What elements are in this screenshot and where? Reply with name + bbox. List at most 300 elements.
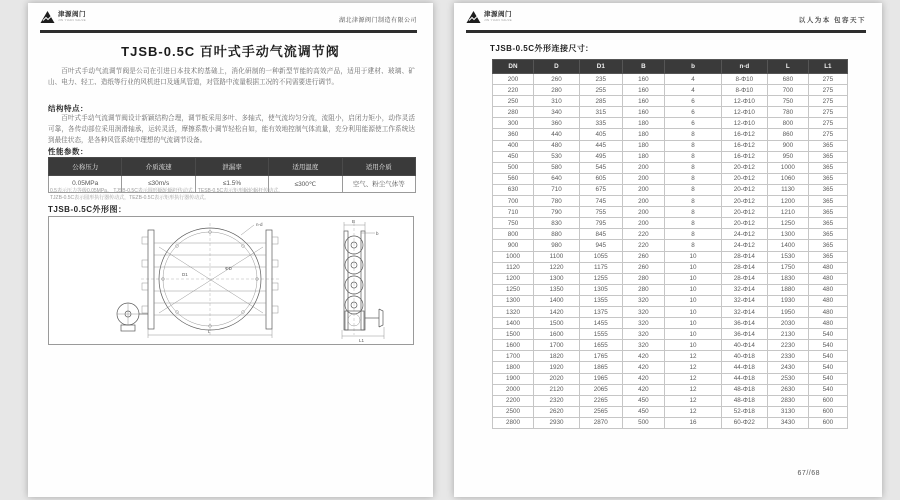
- table-cell: 480: [808, 284, 847, 295]
- table-cell: 10: [665, 273, 722, 284]
- table-cell: 48-Φ18: [721, 395, 767, 406]
- table-cell: 1200: [767, 196, 808, 207]
- table-cell: 16-Φ12: [721, 151, 767, 162]
- table-cell: 1255: [580, 273, 623, 284]
- table-cell: 420: [622, 373, 665, 384]
- table-cell: 365: [808, 196, 847, 207]
- table-cell: 12: [665, 362, 722, 373]
- table-cell: 540: [808, 340, 847, 351]
- table-cell: 500: [493, 162, 534, 173]
- table-cell: 10: [665, 251, 722, 262]
- table-row: [493, 107, 848, 118]
- column-header: b: [665, 60, 722, 74]
- table-cell: 2230: [767, 340, 808, 351]
- table-cell: 8: [665, 207, 722, 218]
- table-cell: 600: [808, 395, 847, 406]
- parameters-heading: 性能参数：: [48, 147, 88, 156]
- column-header: L1: [808, 60, 847, 74]
- table-cell: 1250: [767, 218, 808, 229]
- header-divider: [466, 30, 866, 33]
- table-cell: 2320: [533, 395, 579, 406]
- table-cell: 16-Φ12: [721, 129, 767, 140]
- table-cell: 1400: [533, 295, 579, 306]
- table-cell: 2930: [533, 417, 579, 428]
- table-row: [493, 306, 848, 317]
- table-cell: 310: [533, 96, 579, 107]
- table-cell: 44-Φ18: [721, 373, 767, 384]
- table-cell: 1600: [493, 340, 534, 351]
- table-cell: 365: [808, 218, 847, 229]
- table-cell: 1320: [493, 306, 534, 317]
- table-cell: 1920: [533, 362, 579, 373]
- column-header: 介质流速: [122, 158, 195, 176]
- table-cell: 8: [665, 184, 722, 195]
- table-cell: 450: [493, 151, 534, 162]
- table-cell: 2870: [580, 417, 623, 428]
- table-cell: 6: [665, 107, 722, 118]
- table-cell: 700: [767, 85, 808, 96]
- table-cell: 28-Φ14: [721, 262, 767, 273]
- table-cell: 8: [665, 218, 722, 229]
- table-cell: 285: [580, 96, 623, 107]
- table-cell: 780: [767, 107, 808, 118]
- table-cell: 280: [533, 85, 579, 96]
- table-cell: 800: [767, 118, 808, 129]
- table-cell: 320: [622, 318, 665, 329]
- page-number: 67//68: [797, 470, 820, 477]
- table-cell: 2000: [493, 384, 534, 395]
- table-cell: ≤30m/s: [122, 175, 195, 193]
- dimensions-table: [492, 59, 848, 429]
- table-cell: 12-Φ10: [721, 96, 767, 107]
- table-cell: 900: [493, 240, 534, 251]
- table-cell: 275: [808, 74, 847, 85]
- table-cell: 8-Φ10: [721, 74, 767, 85]
- table-row: [493, 284, 848, 295]
- table-cell: 335: [580, 118, 623, 129]
- table-row: [493, 318, 848, 329]
- table-cell: 1950: [767, 306, 808, 317]
- table-cell: 365: [808, 240, 847, 251]
- table-cell: 160: [622, 107, 665, 118]
- table-row: [493, 351, 848, 362]
- table-cell: 1880: [767, 284, 808, 295]
- table-cell: 12: [665, 395, 722, 406]
- table-cell: 40-Φ18: [721, 351, 767, 362]
- table-cell: 365: [808, 162, 847, 173]
- table-cell: 275: [808, 129, 847, 140]
- table-cell: 4: [665, 85, 722, 96]
- table-cell: 180: [622, 118, 665, 129]
- table-cell: 540: [808, 329, 847, 340]
- note-line: TJZB-0.5C表示圆形执行器传动式，TEZB-0.5C表示矩形执行器传动式。: [50, 195, 210, 201]
- table-row: [493, 184, 848, 195]
- table-cell: 160: [622, 96, 665, 107]
- company-logo: [40, 10, 86, 24]
- dim-label-B: B: [352, 219, 356, 224]
- table-cell: 700: [493, 196, 534, 207]
- drawing-heading: TJSB-0.5C外形图：: [48, 205, 127, 214]
- table-cell: 2130: [767, 329, 808, 340]
- table-cell: 空气、粉尘气体等: [342, 175, 415, 193]
- table-cell: 250: [493, 96, 534, 107]
- table-cell: 1305: [580, 284, 623, 295]
- table-cell: 480: [808, 318, 847, 329]
- column-header: n-d: [721, 60, 767, 74]
- table-cell: 300: [493, 118, 534, 129]
- table-cell: 1100: [533, 251, 579, 262]
- table-cell: 1300: [493, 295, 534, 306]
- table-cell: 220: [622, 229, 665, 240]
- table-cell: 180: [622, 151, 665, 162]
- dimensions-title: TJSB-0.5C外形连接尺寸:: [490, 44, 589, 53]
- table-cell: 24-Φ12: [721, 229, 767, 240]
- table-cell: 200: [622, 207, 665, 218]
- table-cell: 365: [808, 229, 847, 240]
- table-cell: 52-Φ18: [721, 406, 767, 417]
- table-cell: 340: [533, 107, 579, 118]
- table-row: [493, 162, 848, 173]
- table-cell: 420: [622, 351, 665, 362]
- table-cell: 480: [533, 140, 579, 151]
- table-cell: 6: [665, 96, 722, 107]
- table-cell: 200: [493, 74, 534, 85]
- table-row: [493, 240, 848, 251]
- table-cell: 400: [493, 140, 534, 151]
- table-cell: 440: [533, 129, 579, 140]
- table-cell: 0.05MPa: [49, 175, 122, 193]
- table-cell: 640: [533, 173, 579, 184]
- table-cell: 8: [665, 229, 722, 240]
- features-heading: 结构特点：: [48, 104, 88, 113]
- table-cell: 365: [808, 140, 847, 151]
- table-cell: 1930: [767, 295, 808, 306]
- table-cell: 605: [580, 173, 623, 184]
- table-cell: 600: [808, 417, 847, 428]
- table-cell: 3130: [767, 406, 808, 417]
- table-cell: 480: [808, 273, 847, 284]
- table-row: [493, 196, 848, 207]
- logo-triangle-icon: [466, 10, 481, 24]
- column-header: L: [767, 60, 808, 74]
- table-row: [493, 229, 848, 240]
- table-cell: 3430: [767, 417, 808, 428]
- table-cell: ≤1.5%: [195, 175, 268, 193]
- table-cell: 1210: [767, 207, 808, 218]
- table-cell: 795: [580, 218, 623, 229]
- table-cell: 8-Φ10: [721, 85, 767, 96]
- table-cell: 445: [580, 140, 623, 151]
- table-cell: 1900: [493, 373, 534, 384]
- table-row: [493, 129, 848, 140]
- table-row: [493, 218, 848, 229]
- table-cell: 16: [665, 417, 722, 428]
- table-row: [493, 151, 848, 162]
- table-cell: 2830: [767, 395, 808, 406]
- table-cell: 220: [622, 240, 665, 251]
- table-row: [493, 406, 848, 417]
- catalog-right-page: [454, 3, 882, 497]
- table-cell: 1600: [533, 329, 579, 340]
- table-cell: 1130: [767, 184, 808, 195]
- table-cell: 200: [622, 196, 665, 207]
- table-cell: 200: [622, 173, 665, 184]
- table-cell: 900: [767, 140, 808, 151]
- table-cell: 12: [665, 406, 722, 417]
- table-row: [493, 362, 848, 373]
- table-cell: 675: [580, 184, 623, 195]
- logo-subtext: JIN YUAN VALVE: [484, 18, 512, 23]
- table-cell: 540: [808, 373, 847, 384]
- table-row: [493, 417, 848, 428]
- table-cell: 360: [533, 118, 579, 129]
- table-cell: 20-Φ12: [721, 184, 767, 195]
- table-cell: 280: [493, 107, 534, 118]
- table-row: [493, 74, 848, 85]
- dim-label-n-d: n-d: [256, 222, 263, 227]
- table-cell: 320: [622, 306, 665, 317]
- table-cell: 2030: [767, 318, 808, 329]
- table-cell: 12: [665, 384, 722, 395]
- table-cell: 500: [622, 417, 665, 428]
- table-cell: 530: [533, 151, 579, 162]
- logo-text: 津源阀门: [484, 10, 512, 18]
- table-cell: 2500: [493, 406, 534, 417]
- table-cell: 32-Φ14: [721, 295, 767, 306]
- table-row: [493, 295, 848, 306]
- table-cell: 1655: [580, 340, 623, 351]
- table-cell: 10: [665, 262, 722, 273]
- header-divider: [40, 30, 417, 33]
- table-cell: 755: [580, 207, 623, 218]
- table-cell: 1865: [580, 362, 623, 373]
- table-cell: 260: [533, 74, 579, 85]
- table-cell: 235: [580, 74, 623, 85]
- valve-outline-drawing: [49, 217, 413, 344]
- table-cell: 2265: [580, 395, 623, 406]
- table-cell: 420: [622, 384, 665, 395]
- table-cell: 1455: [580, 318, 623, 329]
- table-row: [493, 329, 848, 340]
- company-slogan: 以人为本 包容天下: [798, 17, 866, 24]
- table-cell: 16-Φ12: [721, 140, 767, 151]
- dim-label-phiD: ΦD: [225, 266, 232, 271]
- table-cell: 880: [533, 229, 579, 240]
- table-cell: 950: [767, 151, 808, 162]
- table-cell: 10: [665, 284, 722, 295]
- table-cell: 200: [622, 184, 665, 195]
- table-cell: 2565: [580, 406, 623, 417]
- table-cell: 20-Φ12: [721, 196, 767, 207]
- table-cell: 1300: [533, 273, 579, 284]
- table-cell: 680: [767, 74, 808, 85]
- table-cell: 1400: [493, 318, 534, 329]
- table-row: [493, 373, 848, 384]
- dim-label-D1: D1: [182, 272, 188, 277]
- table-cell: 1800: [493, 362, 534, 373]
- table-cell: 20-Φ12: [721, 218, 767, 229]
- table-cell: 8: [665, 140, 722, 151]
- table-cell: 200: [622, 162, 665, 173]
- table-cell: 160: [622, 85, 665, 96]
- table-cell: 1400: [767, 240, 808, 251]
- table-cell: 10: [665, 318, 722, 329]
- table-cell: 44-Φ18: [721, 362, 767, 373]
- table-cell: 1830: [767, 273, 808, 284]
- column-header: 公称压力: [49, 158, 122, 176]
- table-cell: 845: [580, 229, 623, 240]
- table-cell: 320: [622, 295, 665, 306]
- table-cell: 180: [622, 129, 665, 140]
- table-cell: 1350: [533, 284, 579, 295]
- table-cell: 360: [493, 129, 534, 140]
- table-cell: 1200: [493, 273, 534, 284]
- table-cell: 495: [580, 151, 623, 162]
- table-cell: 600: [808, 406, 847, 417]
- column-header: 适用温度: [269, 158, 342, 176]
- table-cell: 315: [580, 107, 623, 118]
- company-logo: [466, 10, 512, 24]
- table-cell: 2330: [767, 351, 808, 362]
- table-cell: 8: [665, 162, 722, 173]
- table-cell: 630: [493, 184, 534, 195]
- table-cell: 2200: [493, 395, 534, 406]
- table-cell: 710: [533, 184, 579, 195]
- table-cell: 790: [533, 207, 579, 218]
- table-row: [493, 173, 848, 184]
- table-cell: 280: [622, 284, 665, 295]
- table-cell: 60-Φ22: [721, 417, 767, 428]
- table-cell: 1750: [767, 262, 808, 273]
- left-page-header: [40, 10, 417, 30]
- right-page-header: [466, 10, 866, 30]
- outline-drawing: [48, 216, 414, 345]
- table-cell: 10: [665, 306, 722, 317]
- table-row: [493, 262, 848, 273]
- table-cell: 860: [767, 129, 808, 140]
- table-cell: 1420: [533, 306, 579, 317]
- table-cell: 1500: [493, 329, 534, 340]
- table-cell: 32-Φ14: [721, 306, 767, 317]
- catalog-left-page: [28, 3, 433, 497]
- table-cell: 10: [665, 329, 722, 340]
- table-cell: 2020: [533, 373, 579, 384]
- table-row: [493, 395, 848, 406]
- table-cell: 1355: [580, 295, 623, 306]
- table-cell: 24-Φ12: [721, 240, 767, 251]
- table-row: [493, 140, 848, 151]
- table-cell: 1120: [493, 262, 534, 273]
- table-cell: 2065: [580, 384, 623, 395]
- company-name: 湖北津源阀门制造有限公司: [338, 18, 417, 24]
- table-cell: 480: [808, 306, 847, 317]
- table-row: [493, 118, 848, 129]
- table-cell: 12-Φ10: [721, 118, 767, 129]
- table-cell: 275: [808, 85, 847, 96]
- table-cell: 2530: [767, 373, 808, 384]
- column-header: DN: [493, 60, 534, 74]
- table-cell: 200: [622, 218, 665, 229]
- table-row: [493, 85, 848, 96]
- table-cell: 1000: [767, 162, 808, 173]
- table-cell: 365: [808, 151, 847, 162]
- table-row: [493, 340, 848, 351]
- table-cell: 320: [622, 329, 665, 340]
- table-cell: 220: [493, 85, 534, 96]
- dim-label-L: L: [208, 329, 211, 334]
- logo-triangle-icon: [40, 10, 55, 24]
- intro-paragraph: 百叶式手动气流调节阀是公司在引进日本技术的基础上，消化研制的一种新型节能的高效产品，适用于建材、玻璃、矿山、电力、轻工、造纸等行业的风机进口及通风管道，对管路中流量根据工况的不同需要进行调节。: [48, 68, 415, 86]
- table-cell: 1700: [533, 340, 579, 351]
- column-header: D1: [580, 60, 623, 74]
- table-cell: 480: [808, 295, 847, 306]
- note-line: 0.5表示压力等级0.05MPa。 TJSB-0.5C表示圆形蜗轮蜗杆传动式，TESB-0.5C表示矩形蜗轮蜗杆传动式。: [50, 188, 284, 194]
- table-row: [493, 251, 848, 262]
- table-cell: 28-Φ14: [721, 251, 767, 262]
- table-cell: 580: [533, 162, 579, 173]
- table-cell: 36-Φ14: [721, 318, 767, 329]
- table-cell: 1375: [580, 306, 623, 317]
- table-cell: 2620: [533, 406, 579, 417]
- table-notes: [50, 188, 413, 202]
- table-cell: 8: [665, 151, 722, 162]
- page-title: TJSB-0.5C 百叶式手动气流调节阀: [121, 44, 340, 59]
- table-cell: 12-Φ10: [721, 107, 767, 118]
- table-cell: 365: [808, 173, 847, 184]
- table-cell: 40-Φ14: [721, 340, 767, 351]
- table-cell: 710: [493, 207, 534, 218]
- table-cell: 8: [665, 129, 722, 140]
- table-cell: 2120: [533, 384, 579, 395]
- column-header: D: [533, 60, 579, 74]
- table-cell: 20-Φ12: [721, 162, 767, 173]
- table-cell: 365: [808, 251, 847, 262]
- table-cell: 980: [533, 240, 579, 251]
- table-cell: 545: [580, 162, 623, 173]
- table-cell: ≤300℃: [269, 175, 342, 193]
- logo-text: 津源阀门: [58, 10, 86, 18]
- table-cell: 1700: [493, 351, 534, 362]
- table-cell: 1000: [493, 251, 534, 262]
- table-cell: 180: [622, 140, 665, 151]
- table-cell: 540: [808, 362, 847, 373]
- table-cell: 1220: [533, 262, 579, 273]
- table-cell: 780: [533, 196, 579, 207]
- table-cell: 450: [622, 406, 665, 417]
- table-cell: 1965: [580, 373, 623, 384]
- table-cell: 540: [808, 384, 847, 395]
- table-cell: 260: [622, 251, 665, 262]
- table-cell: 1055: [580, 251, 623, 262]
- table-cell: 420: [622, 362, 665, 373]
- table-cell: 560: [493, 173, 534, 184]
- table-cell: 405: [580, 129, 623, 140]
- table-cell: 10: [665, 295, 722, 306]
- table-cell: 365: [808, 184, 847, 195]
- table-cell: 1555: [580, 329, 623, 340]
- table-cell: 1175: [580, 262, 623, 273]
- table-cell: 945: [580, 240, 623, 251]
- table-row: [493, 273, 848, 284]
- table-cell: 1765: [580, 351, 623, 362]
- table-cell: 365: [808, 207, 847, 218]
- table-cell: 10: [665, 340, 722, 351]
- dim-label-b: b: [376, 231, 379, 236]
- table-cell: 750: [493, 218, 534, 229]
- table-row: [493, 384, 848, 395]
- table-cell: 275: [808, 96, 847, 107]
- table-cell: 2630: [767, 384, 808, 395]
